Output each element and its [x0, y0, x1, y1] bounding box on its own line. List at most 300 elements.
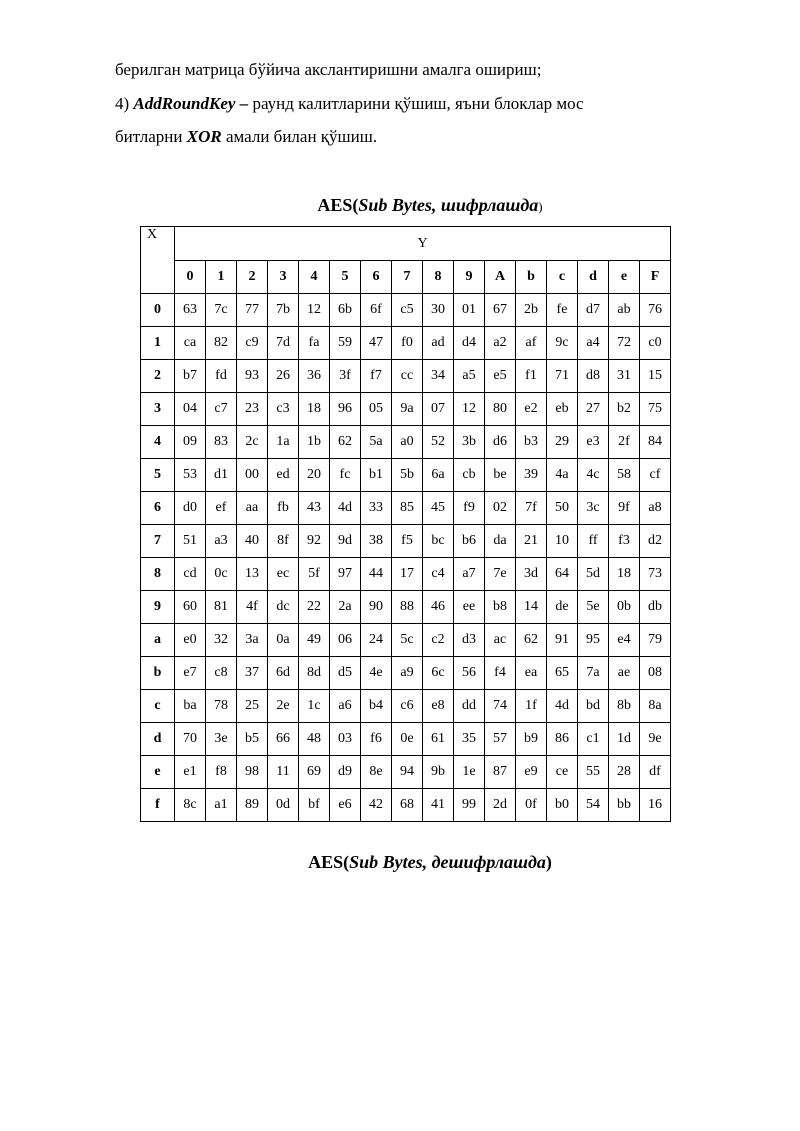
- table-cell: c8: [206, 657, 237, 690]
- row-header: 8: [141, 558, 175, 591]
- table-cell: 06: [330, 624, 361, 657]
- table-cell: 3a: [237, 624, 268, 657]
- table-cell: ab: [609, 294, 640, 327]
- table-cell: b0: [547, 789, 578, 822]
- table-cell: be: [485, 459, 516, 492]
- column-header: 9: [454, 261, 485, 294]
- table-cell: 36: [299, 360, 330, 393]
- table-cell: 51: [175, 525, 206, 558]
- table-cell: d4: [454, 327, 485, 360]
- table-cell: 7d: [268, 327, 299, 360]
- table-row: [141, 591, 671, 624]
- table-cell: 88: [392, 591, 423, 624]
- column-header: 4: [299, 261, 330, 294]
- table-cell: ce: [547, 756, 578, 789]
- table-row: [141, 459, 671, 492]
- table-cell: 94: [392, 756, 423, 789]
- table-row: [141, 294, 671, 327]
- table-cell: a5: [454, 360, 485, 393]
- caption-italic: Sub Bytes, дешифрлашда: [349, 852, 546, 872]
- table-cell: 04: [175, 393, 206, 426]
- table-row: [141, 558, 671, 591]
- table-caption-decryption: [0, 852, 800, 873]
- text-line-3-rest: амали билан қўшиш.: [221, 127, 378, 146]
- table-cell: f5: [392, 525, 423, 558]
- table-cell: 32: [206, 624, 237, 657]
- table-cell: d2: [640, 525, 671, 558]
- table-cell: f3: [609, 525, 640, 558]
- sbox-table: [140, 226, 671, 822]
- table-cell: c7: [206, 393, 237, 426]
- table-cell: 18: [609, 558, 640, 591]
- table-row: [141, 657, 671, 690]
- table-cell: ca: [175, 327, 206, 360]
- table-cell: 2d: [485, 789, 516, 822]
- table-cell: 91: [547, 624, 578, 657]
- table-cell: 31: [609, 360, 640, 393]
- table-cell: 92: [299, 525, 330, 558]
- table-cell: 0c: [206, 558, 237, 591]
- table-cell: 72: [609, 327, 640, 360]
- table-cell: fd: [206, 360, 237, 393]
- table-cell: 5b: [392, 459, 423, 492]
- table-cell: ae: [609, 657, 640, 690]
- table-cell: 62: [330, 426, 361, 459]
- table-cell: 75: [640, 393, 671, 426]
- table-cell: 54: [578, 789, 609, 822]
- table-row: [141, 360, 671, 393]
- row-header: 5: [141, 459, 175, 492]
- table-cell: c2: [423, 624, 454, 657]
- table-row: [141, 624, 671, 657]
- table-cell: 61: [423, 723, 454, 756]
- table-cell: dd: [454, 690, 485, 723]
- table-cell: fa: [299, 327, 330, 360]
- table-cell: 40: [237, 525, 268, 558]
- table-cell: 96: [330, 393, 361, 426]
- table-cell: bf: [299, 789, 330, 822]
- paragraph-line-2: [115, 94, 584, 114]
- table-cell: 0b: [609, 591, 640, 624]
- table-cell: eb: [547, 393, 578, 426]
- column-header: 0: [175, 261, 206, 294]
- table-row: [141, 756, 671, 789]
- table-cell: 29: [547, 426, 578, 459]
- table-cell: 12: [299, 294, 330, 327]
- table-cell: 97: [330, 558, 361, 591]
- table-cell: c4: [423, 558, 454, 591]
- table-cell: f1: [516, 360, 547, 393]
- table-cell: 2f: [609, 426, 640, 459]
- table-cell: 6f: [361, 294, 392, 327]
- column-header: 1: [206, 261, 237, 294]
- term-addroundkey: AddRoundKey –: [133, 94, 249, 113]
- row-header: 6: [141, 492, 175, 525]
- caption-prefix: AES(: [317, 195, 359, 215]
- table-cell: 53: [175, 459, 206, 492]
- table-cell: ec: [268, 558, 299, 591]
- row-header: 2: [141, 360, 175, 393]
- column-header: 6: [361, 261, 392, 294]
- table-cell: ea: [516, 657, 547, 690]
- table-cell: 8f: [268, 525, 299, 558]
- table-cell: 50: [547, 492, 578, 525]
- caption-suffix: ): [545, 852, 552, 872]
- table-cell: c3: [268, 393, 299, 426]
- table-cell: 22: [299, 591, 330, 624]
- table-cell: e2: [516, 393, 547, 426]
- table-cell: 74: [485, 690, 516, 723]
- table-cell: 12: [454, 393, 485, 426]
- table-cell: f0: [392, 327, 423, 360]
- text-line-1: берилган матрица бўйича акслантиришни амалга ошириш;: [115, 60, 542, 79]
- text-line-2-rest: раунд калитларини қўшиш, яъни блоклар мос: [248, 94, 584, 113]
- table-cell: 4d: [330, 492, 361, 525]
- row-header: f: [141, 789, 175, 822]
- table-cell: de: [547, 591, 578, 624]
- table-cell: 73: [640, 558, 671, 591]
- table-row: [141, 789, 671, 822]
- table-cell: 27: [578, 393, 609, 426]
- table-cell: 9d: [330, 525, 361, 558]
- row-header: 1: [141, 327, 175, 360]
- table-cell: cf: [640, 459, 671, 492]
- table-cell: 2e: [268, 690, 299, 723]
- table-cell: 63: [175, 294, 206, 327]
- y-axis-label: Y: [175, 227, 671, 261]
- table-cell: 28: [609, 756, 640, 789]
- table-cell: 34: [423, 360, 454, 393]
- table-cell: df: [640, 756, 671, 789]
- table-cell: 49: [299, 624, 330, 657]
- table-cell: 00: [237, 459, 268, 492]
- table-cell: 77: [237, 294, 268, 327]
- table-cell: 25: [237, 690, 268, 723]
- table-cell: f4: [485, 657, 516, 690]
- table-cell: a7: [454, 558, 485, 591]
- caption-suffix: ): [538, 199, 543, 214]
- table-cell: 38: [361, 525, 392, 558]
- table-cell: 95: [578, 624, 609, 657]
- table-cell: fc: [330, 459, 361, 492]
- column-header: 5: [330, 261, 361, 294]
- table-cell: 16: [640, 789, 671, 822]
- table-cell: 18: [299, 393, 330, 426]
- row-header: 9: [141, 591, 175, 624]
- table-cell: ee: [454, 591, 485, 624]
- table-cell: 2c: [237, 426, 268, 459]
- table-cell: 59: [330, 327, 361, 360]
- table-cell: bb: [609, 789, 640, 822]
- table-cell: 76: [640, 294, 671, 327]
- table-cell: a1: [206, 789, 237, 822]
- column-header: 3: [268, 261, 299, 294]
- table-cell: 57: [485, 723, 516, 756]
- column-header: 7: [392, 261, 423, 294]
- table-cell: d8: [578, 360, 609, 393]
- table-cell: 7b: [268, 294, 299, 327]
- table-cell: 5e: [578, 591, 609, 624]
- row-header: c: [141, 690, 175, 723]
- table-cell: 6a: [423, 459, 454, 492]
- table-cell: 86: [547, 723, 578, 756]
- table-cell: b8: [485, 591, 516, 624]
- table-row: [141, 426, 671, 459]
- table-cell: 82: [206, 327, 237, 360]
- table-cell: 01: [454, 294, 485, 327]
- table-cell: ba: [175, 690, 206, 723]
- table-row: [141, 327, 671, 360]
- table-cell: 7c: [206, 294, 237, 327]
- table-cell: 05: [361, 393, 392, 426]
- table-cell: 6c: [423, 657, 454, 690]
- table-cell: bd: [578, 690, 609, 723]
- table-cell: 8c: [175, 789, 206, 822]
- table-cell: 30: [423, 294, 454, 327]
- caption-italic: Sub Bytes, шифрлашда: [358, 195, 539, 215]
- table-cell: 9a: [392, 393, 423, 426]
- table-cell: e0: [175, 624, 206, 657]
- table-cell: 58: [609, 459, 640, 492]
- paragraph-line-1: [115, 60, 541, 80]
- table-cell: 78: [206, 690, 237, 723]
- table-cell: 9b: [423, 756, 454, 789]
- table-cell: 5a: [361, 426, 392, 459]
- table-cell: f8: [206, 756, 237, 789]
- table-cell: 33: [361, 492, 392, 525]
- table-cell: e9: [516, 756, 547, 789]
- table-cell: 47: [361, 327, 392, 360]
- table-cell: 10: [547, 525, 578, 558]
- table-cell: 4f: [237, 591, 268, 624]
- table-cell: bc: [423, 525, 454, 558]
- table-cell: b6: [454, 525, 485, 558]
- table-cell: 5c: [392, 624, 423, 657]
- table-cell: 7e: [485, 558, 516, 591]
- table-cell: b4: [361, 690, 392, 723]
- table-cell: 9f: [609, 492, 640, 525]
- column-header: 8: [423, 261, 454, 294]
- table-cell: d9: [330, 756, 361, 789]
- table-cell: ac: [485, 624, 516, 657]
- table-cell: 4c: [578, 459, 609, 492]
- table-cell: c6: [392, 690, 423, 723]
- table-row: [141, 723, 671, 756]
- table-cell: f7: [361, 360, 392, 393]
- table-caption-encryption: [0, 195, 800, 216]
- column-header: b: [516, 261, 547, 294]
- table-cell: 4a: [547, 459, 578, 492]
- table-cell: 1d: [609, 723, 640, 756]
- table-cell: 44: [361, 558, 392, 591]
- table-cell: 1b: [299, 426, 330, 459]
- column-header: A: [485, 261, 516, 294]
- table-cell: 23: [237, 393, 268, 426]
- table-cell: 8b: [609, 690, 640, 723]
- table-cell: 70: [175, 723, 206, 756]
- table-cell: e1: [175, 756, 206, 789]
- table-cell: e5: [485, 360, 516, 393]
- column-header: e: [609, 261, 640, 294]
- table-cell: cb: [454, 459, 485, 492]
- row-header: 3: [141, 393, 175, 426]
- table-cell: 68: [392, 789, 423, 822]
- table-cell: af: [516, 327, 547, 360]
- table-cell: 85: [392, 492, 423, 525]
- table-cell: cc: [392, 360, 423, 393]
- table-cell: 46: [423, 591, 454, 624]
- table-cell: 80: [485, 393, 516, 426]
- column-header: 2: [237, 261, 268, 294]
- table-cell: c0: [640, 327, 671, 360]
- paragraph-line-3: [115, 127, 377, 147]
- table-cell: 43: [299, 492, 330, 525]
- table-cell: 93: [237, 360, 268, 393]
- column-header: c: [547, 261, 578, 294]
- table-cell: 0d: [268, 789, 299, 822]
- table-cell: e8: [423, 690, 454, 723]
- table-cell: fb: [268, 492, 299, 525]
- table-cell: 07: [423, 393, 454, 426]
- table-cell: ad: [423, 327, 454, 360]
- table-cell: ef: [206, 492, 237, 525]
- item-number: 4): [115, 94, 134, 113]
- row-header: d: [141, 723, 175, 756]
- table-cell: b1: [361, 459, 392, 492]
- table-cell: 17: [392, 558, 423, 591]
- table-cell: e6: [330, 789, 361, 822]
- row-header: e: [141, 756, 175, 789]
- table-cell: 1e: [454, 756, 485, 789]
- table-cell: 24: [361, 624, 392, 657]
- table-cell: 13: [237, 558, 268, 591]
- table-cell: cd: [175, 558, 206, 591]
- table-cell: 3f: [330, 360, 361, 393]
- table-cell: 9e: [640, 723, 671, 756]
- table-cell: 1c: [299, 690, 330, 723]
- table-cell: 67: [485, 294, 516, 327]
- table-cell: d3: [454, 624, 485, 657]
- header-blank: [141, 261, 175, 294]
- table-cell: 0e: [392, 723, 423, 756]
- table-cell: 20: [299, 459, 330, 492]
- table-cell: 14: [516, 591, 547, 624]
- table-cell: 64: [547, 558, 578, 591]
- table-cell: b3: [516, 426, 547, 459]
- column-header: F: [640, 261, 671, 294]
- table-cell: 3e: [206, 723, 237, 756]
- table-cell: 3b: [454, 426, 485, 459]
- table-cell: 5d: [578, 558, 609, 591]
- table-cell: 6d: [268, 657, 299, 690]
- table-cell: f6: [361, 723, 392, 756]
- table-cell: a4: [578, 327, 609, 360]
- table-row: [141, 690, 671, 723]
- table-cell: 08: [640, 657, 671, 690]
- table-cell: 7a: [578, 657, 609, 690]
- table-cell: 21: [516, 525, 547, 558]
- table-cell: a9: [392, 657, 423, 690]
- table-cell: fe: [547, 294, 578, 327]
- table-cell: c5: [392, 294, 423, 327]
- table-cell: 0a: [268, 624, 299, 657]
- x-axis-label: X: [141, 227, 175, 261]
- table-cell: d5: [330, 657, 361, 690]
- table-cell: 69: [299, 756, 330, 789]
- table-cell: a3: [206, 525, 237, 558]
- table-cell: 98: [237, 756, 268, 789]
- table-cell: c1: [578, 723, 609, 756]
- table-cell: 6b: [330, 294, 361, 327]
- table-cell: 87: [485, 756, 516, 789]
- table-cell: 03: [330, 723, 361, 756]
- table-cell: 41: [423, 789, 454, 822]
- table-cell: 02: [485, 492, 516, 525]
- table-cell: 81: [206, 591, 237, 624]
- table-cell: 1a: [268, 426, 299, 459]
- table-cell: 52: [423, 426, 454, 459]
- caption-prefix: AES(: [308, 852, 350, 872]
- table-cell: 11: [268, 756, 299, 789]
- table-cell: 2b: [516, 294, 547, 327]
- table-cell: 8e: [361, 756, 392, 789]
- table-cell: 90: [361, 591, 392, 624]
- table-cell: 5f: [299, 558, 330, 591]
- table-cell: a8: [640, 492, 671, 525]
- table-cell: 83: [206, 426, 237, 459]
- table-cell: da: [485, 525, 516, 558]
- table-cell: e7: [175, 657, 206, 690]
- table-cell: 89: [237, 789, 268, 822]
- table-cell: d7: [578, 294, 609, 327]
- table-row: [141, 492, 671, 525]
- table-cell: e3: [578, 426, 609, 459]
- table-cell: 09: [175, 426, 206, 459]
- table-cell: 66: [268, 723, 299, 756]
- table-cell: ed: [268, 459, 299, 492]
- table-cell: 42: [361, 789, 392, 822]
- row-header: 4: [141, 426, 175, 459]
- table-cell: 8d: [299, 657, 330, 690]
- table-cell: 62: [516, 624, 547, 657]
- table-cell: 37: [237, 657, 268, 690]
- row-header: a: [141, 624, 175, 657]
- table-cell: 56: [454, 657, 485, 690]
- table-cell: 2a: [330, 591, 361, 624]
- table-cell: b2: [609, 393, 640, 426]
- table-cell: 3d: [516, 558, 547, 591]
- row-header: b: [141, 657, 175, 690]
- table-cell: 79: [640, 624, 671, 657]
- table-cell: 55: [578, 756, 609, 789]
- table-cell: dc: [268, 591, 299, 624]
- table-cell: f9: [454, 492, 485, 525]
- table-cell: d0: [175, 492, 206, 525]
- table-cell: a6: [330, 690, 361, 723]
- row-header: 0: [141, 294, 175, 327]
- table-cell: 4e: [361, 657, 392, 690]
- table-cell: 99: [454, 789, 485, 822]
- table-cell: a2: [485, 327, 516, 360]
- table-cell: 35: [454, 723, 485, 756]
- table-cell: 48: [299, 723, 330, 756]
- table-cell: 1f: [516, 690, 547, 723]
- table-cell: aa: [237, 492, 268, 525]
- table-cell: d1: [206, 459, 237, 492]
- table-cell: 71: [547, 360, 578, 393]
- table-cell: db: [640, 591, 671, 624]
- column-header: d: [578, 261, 609, 294]
